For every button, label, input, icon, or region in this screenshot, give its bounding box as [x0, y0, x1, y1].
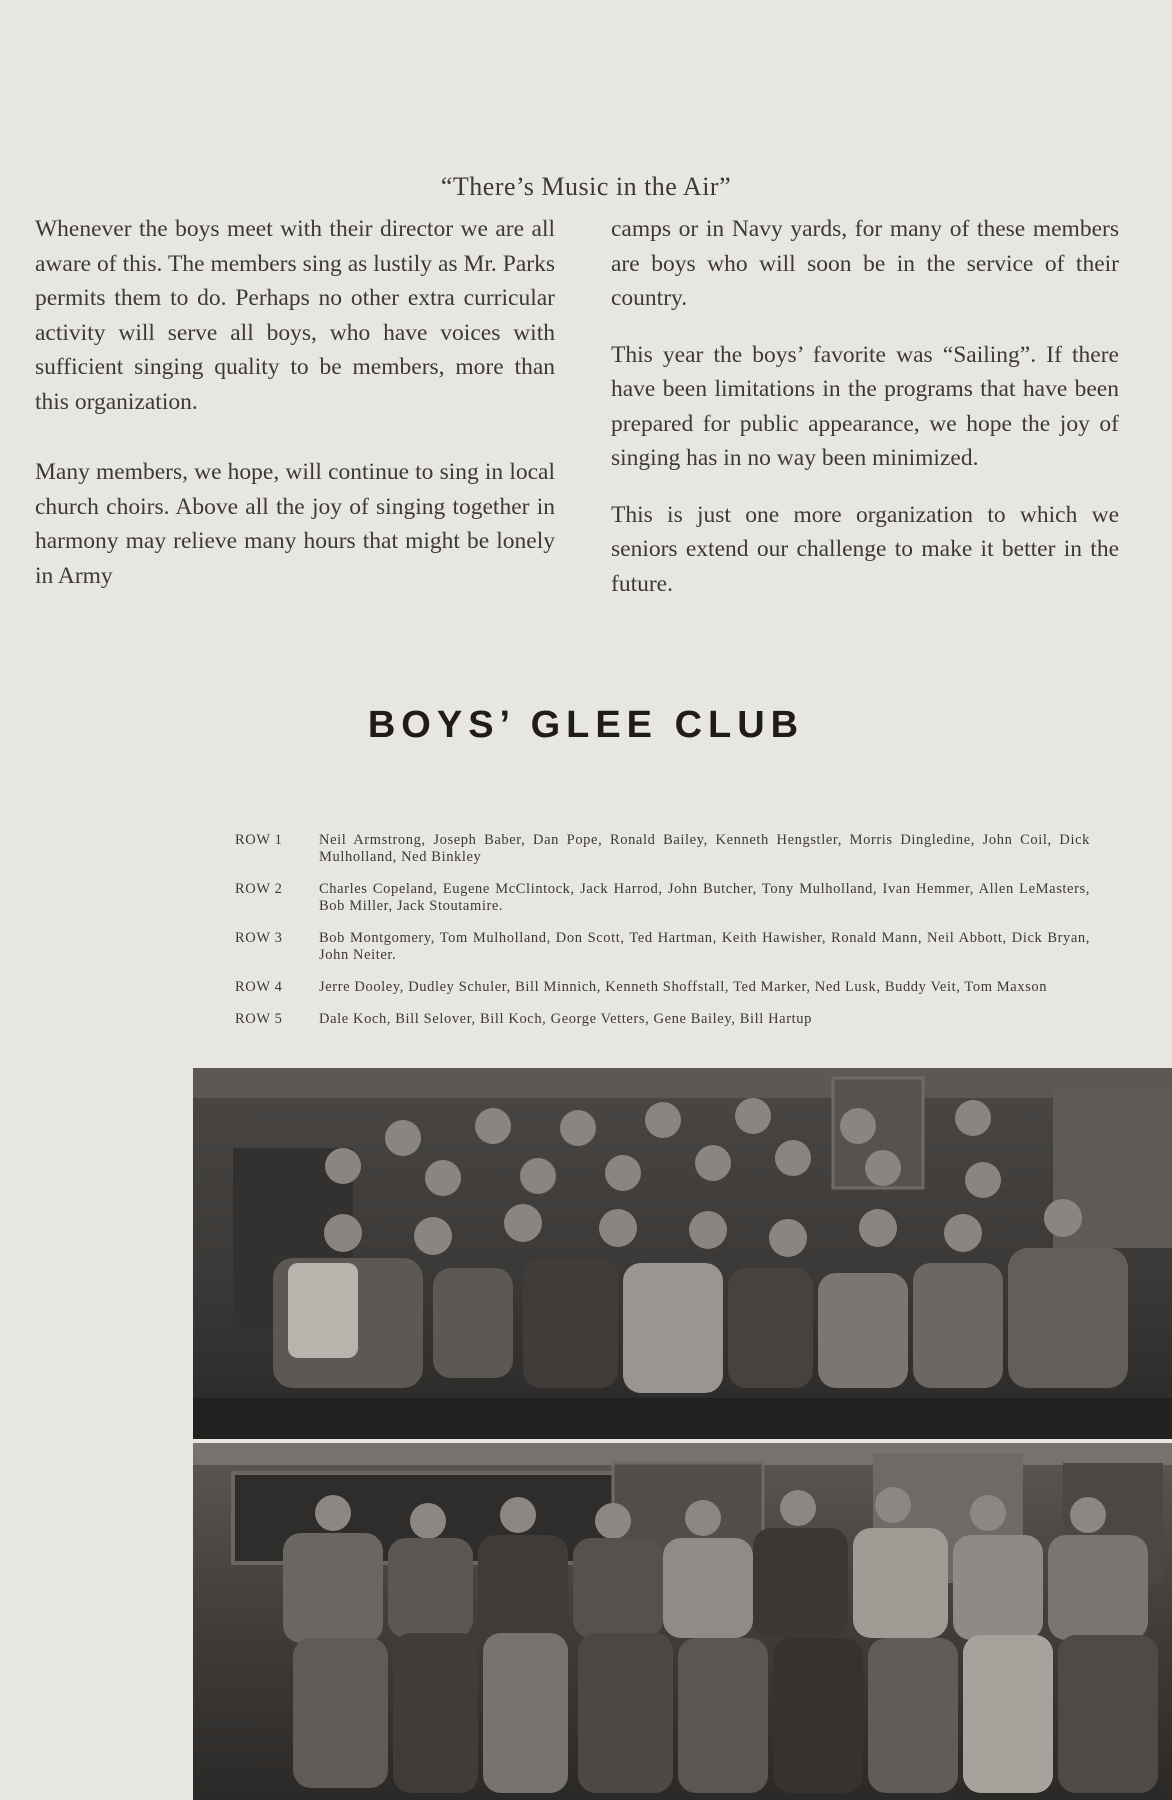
roster-row-names: Jerre Dooley, Dudley Schuler, Bill Minnich, Kenneth Shoffstall, Ted Marker, Ned Lusk, Buddy Veit, Tom Maxson — [319, 979, 1048, 995]
roster-row-label: ROW 2 — [235, 881, 283, 897]
article-paragraph: This year the boys’ favorite was “Sailing”. If there have been limitations in the programs that have been prepared for public appearance, we hope the joy of singing has in no way been minimized. — [611, 341, 1119, 471]
group-photo-top — [193, 1068, 1172, 1439]
roster-row — [235, 881, 1090, 915]
article-column-right — [611, 212, 1119, 601]
article-paragraph: Whenever the boys meet with their director we are all aware of this. The members sing as lustily as Mr. Parks permits them to do. Perhaps no other extra curricular activity will serve all boys, who have voices with sufficient singing quality to be members, more than this organization. — [35, 216, 555, 415]
section-title: BOYS’ GLEE CLUB — [367, 704, 805, 746]
roster-row-label: ROW 4 — [235, 979, 283, 995]
roster-row-names: Bob Montgomery, Tom Mulholland, Don Scott, Ted Hartman, Keith Hawisher, Ronald Mann, Neil Abbott, Dick Bryan, John Neiter. — [319, 930, 1090, 963]
roster-row — [235, 979, 1090, 996]
roster-list — [235, 832, 1090, 1043]
article-heading: “There’s Music in the Air” — [440, 172, 732, 201]
article-paragraph: This is just one more organization to which we seniors extend our challenge to make it better in the future. — [611, 501, 1119, 597]
article-paragraph: Many members, we hope, will continue to sing in local church choirs. Above all the joy of singing together in harmony may relieve many hours that might be lonely in Army — [35, 459, 555, 589]
group-photo-bottom — [193, 1443, 1172, 1800]
roster-row-label: ROW 3 — [235, 930, 283, 946]
roster-row-names: Neil Armstrong, Joseph Baber, Dan Pope, Ronald Bailey, Kenneth Hengstler, Morris Dingledine, John Coil, Dick Mulholland, Ned Binkley — [319, 832, 1090, 865]
roster-row-names: Charles Copeland, Eugene McClintock, Jack Harrod, John Butcher, Tony Mulholland, Ivan Hemmer, Allen LeMasters, Bob Miller, Jack Stoutamire. — [319, 881, 1090, 914]
article-paragraph: camps or in Navy yards, for many of these members are boys who will soon be in the service of their country. — [611, 216, 1119, 311]
roster-row-label: ROW 1 — [235, 832, 283, 848]
roster-row — [235, 832, 1090, 866]
roster-row-label: ROW 5 — [235, 1011, 283, 1027]
roster-row — [235, 930, 1090, 964]
roster-row — [235, 1011, 1090, 1028]
roster-row-names: Dale Koch, Bill Selover, Bill Koch, George Vetters, Gene Bailey, Bill Hartup — [319, 1011, 812, 1027]
article-column-left — [35, 212, 555, 593]
